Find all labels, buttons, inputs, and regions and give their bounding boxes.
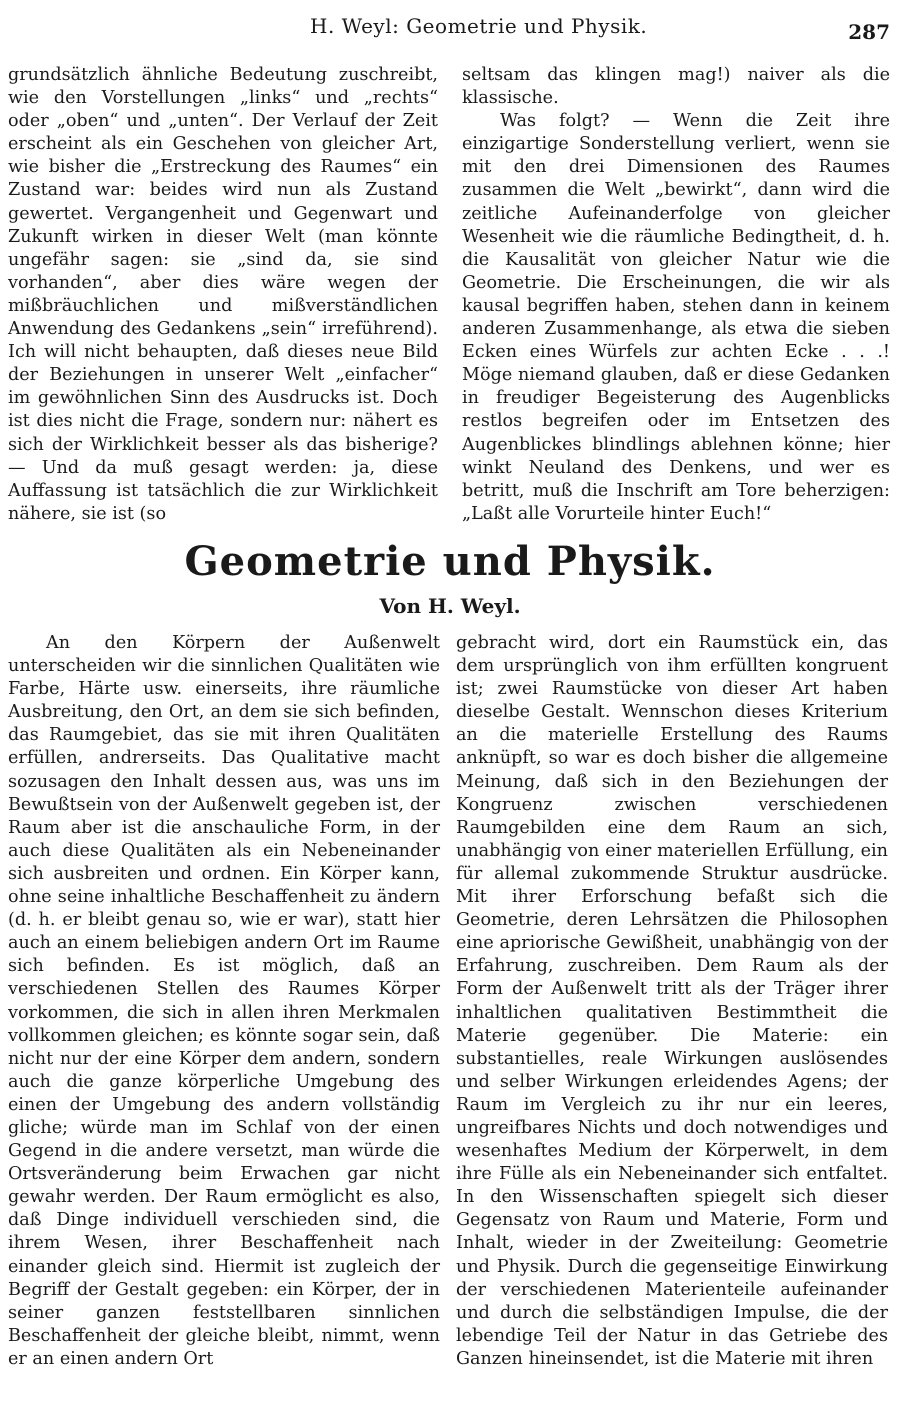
paragraph: An den Körpern der Außenwelt unterscheiden wir die sinnlichen Qualitäten wie Farbe, Härte usw. einerseits, ihre räumliche Ausbreitung, den Ort, an dem sie sich befinden, das Raumgebiet, das sie mit ihren Qualitäten erfüllen, andrerseits. Das Qualitative macht sozusagen den Inhalt dessen aus, was uns im Bewußtsein von der Außenwelt gegeben ist, der Raum aber ist die anschauliche Form, in der auch diese Qualitäten als ein Nebeneinander sich ausbreiten und ordnen. Ein Körper kann, ohne seine inhaltliche Beschaffenheit zu ändern (d. h. er bleibt genau so, wie er war), statt hier auch an einem beliebigen andern Ort im Raume sich befinden. Es ist möglich, daß an verschiedenen Stellen des Raumes Körper vorkommen, die sich in allen ihren Merkmalen vollkommen gleichen; es könnte sogar sein, daß nicht nur der eine Körper dem andern, sondern auch die ganze körperliche Umgebung des einen der Umgebung des andern vollständig gliche; würde man im Schlaf von der einen Gegend in die andere versetzt, man würde die Ortsveränderung beim Erwachen gar nicht gewahr werden. Der Raum ermöglicht es also, daß Dinge individuell verschieden sind, die ihrem Wesen, ihrer Beschaffenheit nach einander gleich sind. Hiermit ist zugleich der Begriff der Gestalt gegeben: ein Körper, der in seiner ganzen feststellbaren sinnlichen Beschaffenheit der gleiche bleibt, nimmt, wenn er an einen andern Ort bbox=[8, 633, 440, 1369]
paragraph: Was folgt? — Wenn die Zeit ihre einzigartige Sonderstellung verliert, wenn sie mit den drei Dimensionen des Raumes zusammen die Welt „bewirkt“, dann wird die zeitliche Aufeinanderfolge von gleicher Wesenheit wie die räumliche Bedingtheit, d. h. die Kausalität von gleicher Natur wie die Geometrie. Die Erscheinungen, die wir als kausal begriffen haben, stehen dann in keinem anderen Zusammenhange, als etwa die sieben Ecken eines Würfels zur achten Ecke . . .! Möge niemand glauben, daß er diese Gedanken in freudiger Begeisterung des Augenblicks restlos begreifen oder im Entsetzen des Augenblickes blindlings ablehnen könne; hier winkt Neuland des Denkens, und wer es betritt, muß die Inschrift am Tore beherzigen: „Laßt alle Vorurteile hinter Euch!“ bbox=[462, 111, 890, 524]
article-author: Von H. Weyl. bbox=[379, 594, 521, 618]
paragraph: grundsätzlich ähnliche Bedeutung zuschreibt, wie den Vorstellungen „links“ und „rechts“ oder „oben“ und „unten“. Der Verlauf der Zeit erscheint als ein Geschehen von gleicher Art, wie bisher die „Erstreckung des Raumes“ ein Zustand war: beides wird nun als Zustand gewertet. Vergangenheit und Gegenwart und Zukunft wirken in dieser Welt (man könnte ungefähr sagen: sie „sind da, sie sind vorhanden“, aber dies wäre wegen der mißbräuchlichen und mißverständlichen Anwendung des Gedankens „sein“ irreführend). Ich will nicht behaupten, daß dieses neue Bild der Beziehungen in unserer Welt „einfacher“ im gewöhnlichen Sinn des Ausdrucks ist. Doch ist dies nicht die Frage, sondern nur: nähert es sich der Wirklichkeit besser als das bisherige? — Und da muß gesagt werden: ja, diese Auffassung ist tatsächlich die zur Wirklichkeit nähere, sie ist (so bbox=[8, 65, 438, 524]
page-number: 287 bbox=[848, 20, 890, 44]
paragraph: gebracht wird, dort ein Raumstück ein, das dem ursprünglich von ihm erfüllten kongruent ist; zwei Raumstücke von dieser Art haben dieselbe Gestalt. Wennschon dieses Kriterium an die materielle Erstellung des Raums anknüpft, so war es doch bisher die allgemeine Meinung, daß sich in den Beziehungen der Kongruenz zwischen verschiedenen Raumgebilden eine dem Raum an sich, unabhängig von einer materiellen Erfüllung, ein für allemal zukommende Struktur ausdrücke. Mit ihrer Erforschung befaßt sich die Geometrie, deren Lehrsätzen die Philosophen eine apriorische Gewißheit, unabhängig von der Erfahrung, zuschreiben. Dem Raum als der Form der Außenwelt tritt als der Träger ihrer inhaltlichen qualitativen Bestimmtheit die Materie gegenüber. Die Materie: ein substantielles, reale Wirkungen auslösendes und selber Wirkungen erleidendes Agens; der Raum im Vergleich zu ihr nur ein leeres, ungreifbares Nichts und doch notwendiges und wesenhaftes Medium der Körperwelt, in dem ihre Fülle als ein Nebeneinander sich entfaltet. In den Wissenschaften spiegelt sich dieser Gegensatz von Raum und Materie, Form und Inhalt, wieder in der Zweiteilung: Geometrie und Physik. Durch die gegenseitige Einwirkung der verschiedenen Materienteile aufeinander und durch die selbständigen Impulse, die der lebendige Teil der Natur in das Getriebe des Ganzen hineinsendet, ist die Materie mit ihren bbox=[456, 633, 888, 1369]
article-right-column bbox=[456, 632, 888, 1371]
previous-article-left-column bbox=[8, 64, 438, 526]
article-title: Geometrie und Physik. bbox=[184, 538, 716, 585]
running-title: H. Weyl: Geometrie und Physik. bbox=[310, 14, 648, 38]
running-header bbox=[0, 10, 900, 44]
article-left-column bbox=[8, 632, 440, 1371]
paragraph: seltsam das klingen mag!) naiver als die klassische. bbox=[462, 65, 890, 109]
previous-article-right-column bbox=[462, 64, 890, 526]
